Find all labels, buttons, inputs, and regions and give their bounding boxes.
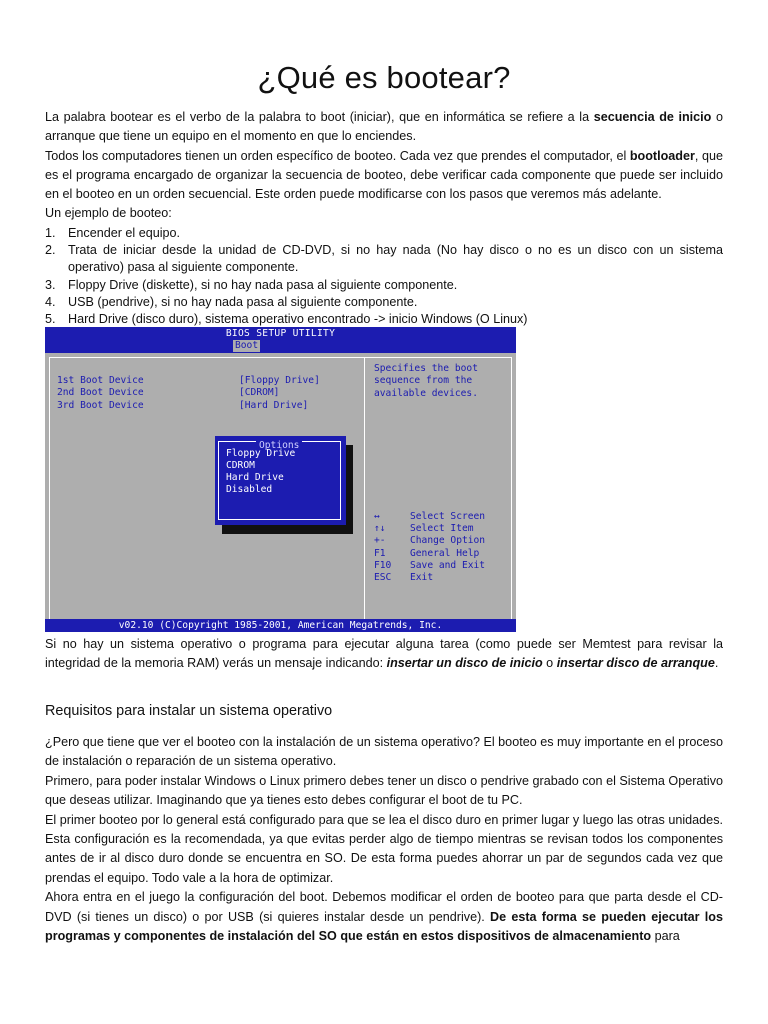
text: o xyxy=(542,656,557,671)
text: , que es el programa encargado de organizar la secuencia de booteo, debe verificar cada componente que puede ser incluido en el booteo en un orden secuencial. Este orden puede modificarse con los pasos que veremos más adelante. xyxy=(45,148,723,202)
bios-copyright: v02.10 (C)Copyright 1985-2001, American Megatrends, Inc. xyxy=(45,619,516,632)
list-number: 5. xyxy=(45,312,56,327)
section-paragraph-4 xyxy=(45,888,723,946)
popup-title: Options xyxy=(256,441,302,451)
intro-paragraph-1 xyxy=(45,108,723,147)
bios-help-text xyxy=(374,363,512,400)
text: Ahora entra en el juego la configuración del boot. Debemos modificar el orden de booteo para que parta desde el CD-DVD (si tienes un disco) o por USB (si quieres instalar desde un pendrive). xyxy=(45,890,723,924)
list-number: 1. xyxy=(45,226,56,240)
text: Si no hay un sistema operativo o programa para ejecutar alguna tarea (como puede ser Memtest para revisar la integridad de la memoria RAM) verás un mensaje indicando: xyxy=(45,637,723,671)
intro-paragraph-3: Un ejemplo de booteo: xyxy=(45,206,172,221)
list-text: Floppy Drive (diskette), si no hay nada pasa al siguiente componente. xyxy=(68,277,458,292)
help-line: sequence from the xyxy=(374,375,473,387)
key-desc: General Help xyxy=(410,547,480,559)
popup-option: CDROM xyxy=(226,460,255,471)
text: Todos los computadores tienen un orden específico de booteo. Cada vez que prendes el computador, el xyxy=(45,148,630,163)
bios-title: BIOS SETUP UTILITY xyxy=(225,328,336,339)
popup-option: Floppy Drive xyxy=(226,448,296,459)
bios-divider xyxy=(364,357,365,625)
key-row xyxy=(374,560,485,572)
key-desc: Save and Exit xyxy=(410,559,486,571)
list-number: 3. xyxy=(45,277,56,292)
bios-label: 2nd Boot Device xyxy=(57,387,144,398)
popup-option: Disabled xyxy=(226,484,273,495)
list-item xyxy=(45,225,723,242)
popup-option: Hard Drive xyxy=(226,472,284,483)
list-text: Hard Drive (disco duro), sistema operativo encontrado -> inicio Windows (O Linux) xyxy=(68,312,528,327)
boot-steps-list xyxy=(45,225,723,328)
bold-italic-text: insertar disco de arranque xyxy=(556,656,715,671)
bold-italic-text: insertar un disco de inicio xyxy=(386,656,543,671)
key-name: F10 xyxy=(374,559,392,571)
key-desc: Exit xyxy=(410,572,434,584)
list-number: 4. xyxy=(45,294,56,309)
key-name: +- xyxy=(374,535,386,547)
bios-value: [Floppy Drive] xyxy=(239,375,320,386)
list-number: 2. xyxy=(45,243,56,258)
key-desc: Select Screen xyxy=(410,511,486,522)
key-name: F1 xyxy=(374,547,386,559)
list-text: Trata de iniciar desde la unidad de CD-DVD, si no hay nada (No hay disco o no es un disco con un sistema operativo) pasa al siguiente componente. xyxy=(68,243,723,275)
key-row xyxy=(374,548,485,560)
help-line: available devices. xyxy=(374,387,478,399)
bios-options-popup xyxy=(215,436,346,525)
bios-label: 1st Boot Device xyxy=(57,375,144,386)
key-name: ↑↓ xyxy=(374,523,386,535)
bold-text: bootloader xyxy=(629,148,695,163)
key-row xyxy=(374,572,485,584)
key-row xyxy=(374,511,485,523)
bios-header-bar xyxy=(45,327,516,353)
list-text: USB (pendrive), si no hay nada pasa al siguiente componente. xyxy=(68,294,418,309)
list-item xyxy=(45,277,723,294)
text: La palabra bootear es el verbo de la palabra to boot (iniciar), que en informática se refiere a la xyxy=(45,110,594,124)
help-line: Specifies the boot xyxy=(374,363,478,374)
key-name: ESC xyxy=(374,572,392,584)
intro-paragraph-2 xyxy=(45,147,723,205)
after-image-paragraph xyxy=(45,635,723,674)
section-heading: Requisitos para instalar un sistema operativo xyxy=(45,703,333,719)
list-text: Encender el equipo. xyxy=(68,226,181,240)
key-row xyxy=(374,535,485,547)
requirements-section xyxy=(45,733,723,946)
intro-section xyxy=(45,108,723,224)
key-name: ↔ xyxy=(374,511,380,522)
bios-key-legend xyxy=(374,511,485,584)
key-desc: Select Item xyxy=(410,523,474,535)
bold-text: secuencia de inicio xyxy=(593,110,712,124)
section-paragraph-3: El primer booteo por lo general está configurado para que se lea el disco duro en primer lugar y luego las otras unidades. Esta configuración es la recomendada, ya que evitas perder algo de tiempo mientras se revisan todos los componentes antes de ir al disco duro donde se encuentra en SO. De esta forma puedes ahorrar un par de segundos cada vez que prendas el equipo. Todo vale a la hora de optimizar. xyxy=(45,812,723,885)
list-item xyxy=(45,311,723,328)
list-item xyxy=(45,242,723,276)
bios-label: 3rd Boot Device xyxy=(57,400,144,411)
bold-text: De esta forma se pueden ejecutar los programas y componentes de instalación del SO que están en estos dispositivos de almacenamiento xyxy=(45,909,723,944)
bios-value: [CDROM] xyxy=(239,387,280,398)
section-paragraph-1: ¿Pero que tiene que ver el booteo con la instalación de un sistema operativo? El booteo es muy importante en el proceso de instalación o reparación de un sistema operativo. xyxy=(45,735,723,769)
bios-tab-boot: Boot xyxy=(235,340,259,351)
text: para xyxy=(651,929,680,944)
text: . xyxy=(714,656,719,671)
key-desc: Change Option xyxy=(410,535,486,547)
bios-value: [Hard Drive] xyxy=(239,400,309,411)
page-title: ¿Qué es bootear? xyxy=(257,60,511,95)
text: o arranque que tiene un equipo en el momento en que lo enciendes. xyxy=(45,110,723,144)
key-row xyxy=(374,523,485,535)
section-paragraph-2: Primero, para poder instalar Windows o Linux primero debes tener un disco o pendrive grabado con el Sistema Operativo que deseas utilizar. Imaginando que ya tienes esto debes configurar el boot de tu PC. xyxy=(45,773,723,808)
bios-screenshot xyxy=(45,327,516,632)
list-item xyxy=(45,294,723,311)
